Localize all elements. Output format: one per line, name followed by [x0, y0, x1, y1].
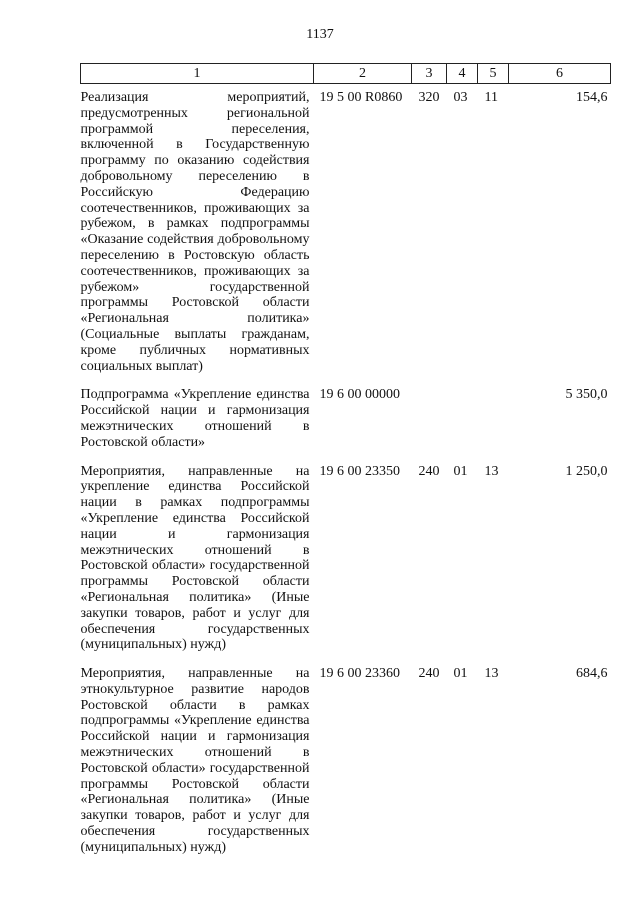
header-cell-3: 3: [412, 64, 447, 84]
row-vr: [412, 387, 447, 463]
row-sum: 5 350,0: [565, 387, 608, 403]
table-row: [81, 387, 611, 463]
row-name: Реализация мероприятий, предусмотренных региональной программой переселения, включенной в Государственную программу по оказанию содействия добровольному переселению в Российскую Федерацию соотечественников, проживающих за рубежом, в рамках подпрограммы «Оказание содействия добровольному переселению в Ростовскую область соотечественников, проживающих за рубежом» государственной программы Ростовской области «Региональная политика» (Социальные выплаты гражданам, кроме публичных нормативных социальных выплат): [80, 90, 310, 374]
row-rz: 01: [453, 463, 468, 479]
header-cell-2: 2: [314, 64, 412, 84]
table-row: [81, 666, 611, 869]
budget-table: [80, 63, 611, 869]
row-name: Подпрограмма «Укрепление единства Российской нации и гармонизация межэтнических отношений в Ростовской области»: [80, 387, 310, 450]
row-code: 19 6 00 23360: [319, 666, 400, 682]
row-pr: 13: [484, 666, 499, 682]
header-cell-6: 6: [509, 64, 611, 84]
row-code: 19 6 00 23350: [319, 463, 400, 479]
row-name: Мероприятия, направленные на этнокультурное развитие народов Ростовской области в рамках подпрограммы «Укрепление единства Российской нации и гармонизация межэтнических отношений в Ростовской области» государственной программы Ростовской области «Региональная политика» (Иные закупки товаров, работ и услуг для обеспечения государственных (муниципальных) нужд): [80, 666, 310, 855]
row-sum: 1 250,0: [565, 463, 608, 479]
row-vr: 240: [418, 463, 440, 479]
row-code: 19 6 00 00000: [319, 387, 400, 403]
row-rz: 01: [453, 666, 468, 682]
row-sum: 684,6: [576, 666, 608, 682]
row-code: 19 5 00 R0860: [319, 90, 403, 105]
row-name: Мероприятия, направленные на укрепление единства Российской нации в рамках подпрограммы «Укрепление единства Российской нации и гармонизация межэтнических отношений в Ростовской области» государственной программы Ростовской области «Региональная политика» (Иные закупки товаров, работ и услуг для обеспечения государственных (муниципальных) нужд): [80, 463, 310, 653]
table-header-row: [81, 64, 611, 84]
header-cell-1: 1: [81, 64, 314, 84]
table-row: [81, 84, 611, 388]
header-cell-4: 4: [447, 64, 478, 84]
row-sum: 154,6: [576, 90, 608, 105]
row-vr: 240: [418, 666, 440, 682]
table-row: [81, 464, 611, 667]
row-pr: 13: [484, 463, 499, 479]
row-rz: [447, 387, 478, 463]
page-number: 1137: [306, 27, 334, 42]
row-vr: 320: [418, 90, 440, 105]
row-pr: 11: [484, 90, 498, 105]
row-pr: [478, 387, 509, 463]
header-cell-5: 5: [478, 64, 509, 84]
row-rz: 03: [453, 90, 468, 105]
